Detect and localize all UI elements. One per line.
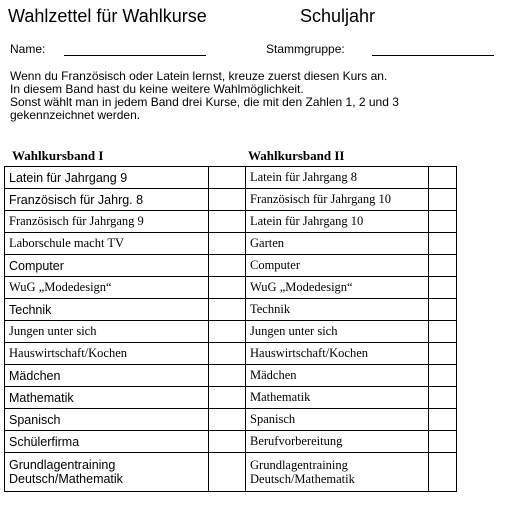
choice-cell[interactable] (209, 343, 246, 365)
table-row (246, 277, 457, 299)
choice-cell[interactable] (209, 211, 246, 233)
course-cell: Mathematik (246, 387, 429, 409)
course-cell: Laborschule macht TV (5, 233, 209, 255)
table-row (246, 453, 457, 492)
choice-cell[interactable] (429, 211, 457, 233)
course-line: Deutsch/Mathematik (250, 472, 355, 486)
form-title: Wahlzettel für Wahlkurse (8, 6, 207, 26)
course-cell: Mathematik (5, 387, 209, 409)
choice-cell[interactable] (429, 343, 457, 365)
course-cell (246, 453, 429, 492)
table-row (246, 431, 457, 453)
instruction-line: Sonst wählt man in jedem Band drei Kurse, die mit den Zahlen 1, 2 und 3 (10, 95, 399, 109)
choice-cell[interactable] (209, 233, 246, 255)
name-field-line[interactable] (64, 55, 206, 56)
table-row (5, 321, 246, 343)
course-cell: Französisch für Jahrg. 8 (5, 189, 209, 211)
choice-cell[interactable] (429, 453, 457, 492)
table-row (5, 277, 246, 299)
course-cell: Französisch für Jahrgang 10 (246, 189, 429, 211)
course-cell: Mädchen (5, 365, 209, 387)
choice-cell[interactable] (429, 387, 457, 409)
instruction-line: gekennzeichnet werden. (10, 108, 141, 122)
course-cell: Spanisch (246, 409, 429, 431)
choice-cell[interactable] (429, 167, 457, 189)
choice-cell[interactable] (209, 365, 246, 387)
table-row (246, 211, 457, 233)
name-label: Name: (10, 42, 46, 56)
table-row (246, 189, 457, 211)
course-cell: WuG „Modedesign“ (246, 277, 429, 299)
course-cell: Technik (246, 299, 429, 321)
table-row (5, 299, 246, 321)
course-cell: Technik (5, 299, 209, 321)
table-row (246, 321, 457, 343)
table-row (246, 255, 457, 277)
table-row (5, 387, 246, 409)
table-row (5, 343, 246, 365)
course-cell: Latein für Jahrgang 10 (246, 211, 429, 233)
course-cell: Mädchen (246, 365, 429, 387)
course-cell: Jungen unter sich (246, 321, 429, 343)
course-cell: WuG „Modedesign“ (5, 277, 209, 299)
table-row (5, 453, 246, 492)
choice-cell[interactable] (209, 431, 246, 453)
table-row (5, 409, 246, 431)
choice-cell[interactable] (429, 321, 457, 343)
stammgruppe-label: Stammgruppe: (266, 42, 345, 56)
course-cell: Spanisch (5, 409, 209, 431)
table-row (246, 343, 457, 365)
course-cell: Jungen unter sich (5, 321, 209, 343)
table-row (246, 299, 457, 321)
choice-cell[interactable] (429, 365, 457, 387)
course-cell: Hauswirtschaft/Kochen (246, 343, 429, 365)
stammgruppe-field-line[interactable] (372, 55, 494, 56)
course-cell: Latein für Jahrgang 9 (5, 167, 209, 189)
choice-cell[interactable] (429, 233, 457, 255)
table-row (5, 189, 246, 211)
school-year-label: Schuljahr (300, 6, 376, 26)
instructions (10, 70, 505, 122)
course-cell: Hauswirtschaft/Kochen (5, 343, 209, 365)
course-line: Grundlagentraining (9, 458, 116, 472)
choice-cell[interactable] (429, 189, 457, 211)
choice-cell[interactable] (209, 387, 246, 409)
choice-cell[interactable] (209, 167, 246, 189)
course-cell: Latein für Jahrgang 8 (246, 167, 429, 189)
table-row (246, 233, 457, 255)
instruction-line: In diesem Band hast du keine weitere Wahlmöglichkeit. (10, 82, 304, 96)
choice-cell[interactable] (209, 453, 246, 492)
course-cell: Berufvorbereitung (246, 431, 429, 453)
instruction-line: Wenn du Französisch oder Latein lernst, kreuze zuerst diesen Kurs an. (10, 69, 388, 83)
table-row (5, 431, 246, 453)
course-line: Grundlagentraining (250, 458, 348, 472)
choice-cell[interactable] (209, 189, 246, 211)
choice-cell[interactable] (429, 255, 457, 277)
band1-table (4, 166, 246, 492)
choice-cell[interactable] (429, 431, 457, 453)
course-cell: Französisch für Jahrgang 9 (5, 211, 209, 233)
table-row (246, 365, 457, 387)
choice-cell[interactable] (209, 255, 246, 277)
choice-cell[interactable] (209, 409, 246, 431)
choice-cell[interactable] (209, 299, 246, 321)
table-row (246, 167, 457, 189)
choice-cell[interactable] (209, 321, 246, 343)
course-cell: Schülerfirma (5, 431, 209, 453)
course-cell: Garten (246, 233, 429, 255)
choice-cell[interactable] (429, 299, 457, 321)
choice-cell[interactable] (429, 409, 457, 431)
band1-heading: Wahlkursband I (12, 148, 104, 163)
course-line: Deutsch/Mathematik (9, 472, 123, 486)
choice-cell[interactable] (209, 277, 246, 299)
course-cell: Computer (246, 255, 429, 277)
table-row (246, 387, 457, 409)
table-row (5, 233, 246, 255)
course-cell (5, 453, 209, 492)
course-cell: Computer (5, 255, 209, 277)
band2-heading: Wahlkursband II (248, 148, 345, 163)
choice-cell[interactable] (429, 277, 457, 299)
table-row (5, 365, 246, 387)
table-row (246, 409, 457, 431)
table-row (5, 167, 246, 189)
table-row (5, 255, 246, 277)
table-row (5, 211, 246, 233)
band2-table (245, 166, 457, 492)
